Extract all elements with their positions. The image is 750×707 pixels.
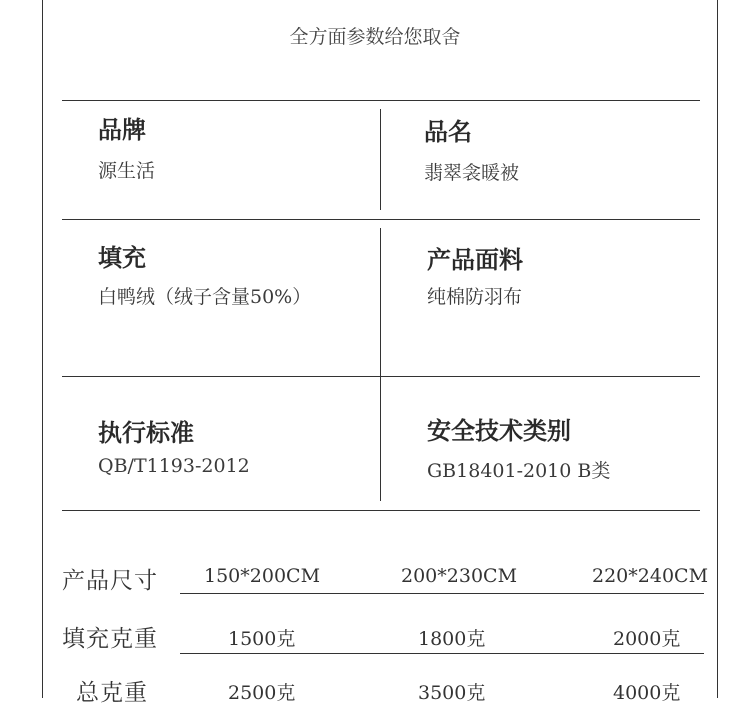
param-value-standard: QB/T1193-2012	[98, 455, 250, 477]
param-value-product-name: 翡翠衾暖被	[424, 162, 520, 184]
param-label-fabric: 产品面料	[427, 245, 523, 274]
section-subtitle: 全方面参数给您取舍	[289, 26, 461, 48]
grid-line-2	[62, 219, 700, 220]
param-value-safety-category: GB18401-2010 B类	[427, 460, 611, 482]
spec-cell: 3500克	[418, 682, 486, 704]
spec-cell: 2000克	[613, 628, 681, 650]
param-label-brand: 品牌	[98, 115, 146, 144]
spec-row-label-size: 产品尺寸	[62, 568, 158, 594]
spec-cell: 1500克	[228, 628, 296, 650]
param-label-filling: 填充	[98, 243, 146, 272]
spec-cell: 1800克	[418, 628, 486, 650]
grid-divider-3	[380, 377, 381, 501]
grid-line-top	[62, 100, 700, 101]
spec-row-line-2	[180, 653, 704, 654]
grid-divider-1	[380, 109, 381, 210]
spec-row-label-total-weight: 总克重	[76, 680, 148, 706]
grid-divider-2	[380, 228, 381, 376]
spec-cell: 220*240CM	[592, 565, 709, 587]
param-label-standard: 执行标准	[98, 418, 194, 447]
spec-cell: 150*200CM	[204, 565, 321, 587]
spec-row-line-1	[180, 593, 704, 594]
spec-cell: 200*230CM	[401, 565, 518, 587]
grid-line-bottom	[62, 510, 700, 511]
grid-line-3	[62, 376, 700, 377]
param-label-product-name: 品名	[424, 117, 472, 146]
param-value-brand: 源生活	[98, 160, 156, 182]
spec-cell: 4000克	[613, 682, 681, 704]
param-label-safety-category: 安全技术类别	[427, 416, 571, 445]
param-value-filling: 白鸭绒（绒子含量50%）	[98, 286, 312, 308]
param-value-fabric: 纯棉防羽布	[427, 286, 523, 308]
spec-cell: 2500克	[228, 682, 296, 704]
spec-row-label-fill-weight: 填充克重	[62, 626, 158, 652]
